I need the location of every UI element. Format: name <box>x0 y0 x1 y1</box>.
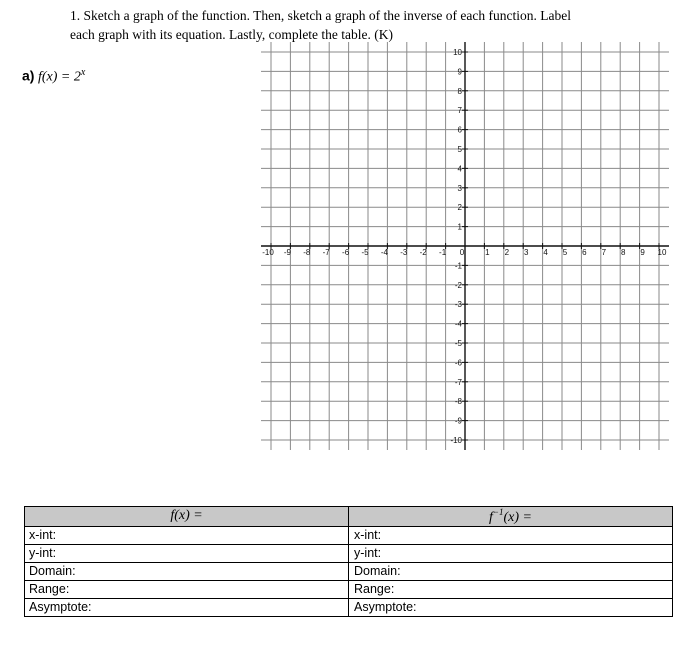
y-tick-label: -4 <box>454 319 462 329</box>
x-tick-label: 0 <box>459 248 465 257</box>
y-tick-label: 3 <box>457 183 462 193</box>
function-exponent: x <box>80 67 86 78</box>
x-tick-label: -8 <box>303 248 311 257</box>
x-tick-label: 9 <box>640 248 645 257</box>
inverse-y-int-cell[interactable]: y-int: <box>349 544 673 562</box>
part-letter: a) <box>22 67 35 84</box>
x-tick-label: -5 <box>361 248 369 257</box>
y-tick-label: 9 <box>457 67 462 77</box>
y-tick-label: -10 <box>450 436 462 445</box>
x-tick-label: -2 <box>419 248 427 257</box>
question-line-2: each graph with its equation. Lastly, complete the table. (K) <box>70 27 394 42</box>
y-tick-label: -9 <box>454 416 462 426</box>
function-column-header: f(x) = <box>25 507 349 527</box>
x-tick-label: -10 <box>262 248 274 257</box>
y-tick-label: -2 <box>454 280 462 290</box>
inverse-column-header: $f^{-1}(x)$ = <box>349 507 673 527</box>
y-tick-label: -1 <box>454 261 462 271</box>
y-tick-label: 8 <box>457 86 462 96</box>
properties-table <box>24 506 673 617</box>
x-tick-label: -7 <box>322 248 330 257</box>
x-tick-label: -1 <box>439 248 447 257</box>
x-tick-label: -4 <box>380 248 388 257</box>
x-tick-label: 4 <box>543 248 548 257</box>
axes <box>261 42 669 450</box>
y-tick-label: 1 <box>457 222 462 232</box>
y-tick-label: 10 <box>453 48 462 57</box>
x-tick-label: -9 <box>283 248 291 257</box>
y-tick-label: -8 <box>454 397 462 407</box>
y-tick-label: 5 <box>457 145 462 154</box>
function-range-cell[interactable]: Range: <box>25 580 349 598</box>
x-tick-label: 7 <box>601 248 607 257</box>
y-tick-label: 6 <box>457 125 462 135</box>
y-tick-label: 7 <box>457 106 462 116</box>
inverse-range-cell[interactable]: Range: <box>349 580 673 598</box>
y-tick-label: -5 <box>454 339 462 348</box>
x-tick-label: 6 <box>582 248 587 257</box>
inverse-asymptote-cell[interactable]: Asymptote: <box>349 598 673 616</box>
x-tick-label: 1 <box>485 248 490 257</box>
x-tick-label: 5 <box>562 248 568 257</box>
y-tick-label: -7 <box>454 377 462 387</box>
inverse-x-int-cell[interactable]: x-int: <box>349 526 673 544</box>
x-tick-label: 10 <box>657 248 667 257</box>
function-equation: f(x) = 2 <box>37 69 81 85</box>
x-tick-label: 8 <box>620 248 626 257</box>
y-tick-label: -3 <box>454 300 462 310</box>
function-domain-cell[interactable]: Domain: <box>25 562 349 580</box>
question-line-1: 1. Sketch a graph of the function. Then, sketch a graph of the inverse of each function. Label <box>70 8 571 23</box>
x-tick-label: -6 <box>342 248 350 257</box>
inverse-domain-cell[interactable]: Domain: <box>349 562 673 580</box>
x-tick-label: 2 <box>504 248 510 257</box>
y-tick-label: 2 <box>457 203 462 213</box>
function-asymptote-cell[interactable]: Asymptote: <box>25 598 349 616</box>
x-tick-label: 3 <box>523 248 529 257</box>
function-y-int-cell[interactable]: y-int: <box>25 544 349 562</box>
function-x-int-cell[interactable]: x-int: <box>25 526 349 544</box>
x-tick-label: -3 <box>400 248 408 257</box>
y-tick-label: -6 <box>454 358 462 368</box>
y-tick-label: 4 <box>457 164 462 174</box>
